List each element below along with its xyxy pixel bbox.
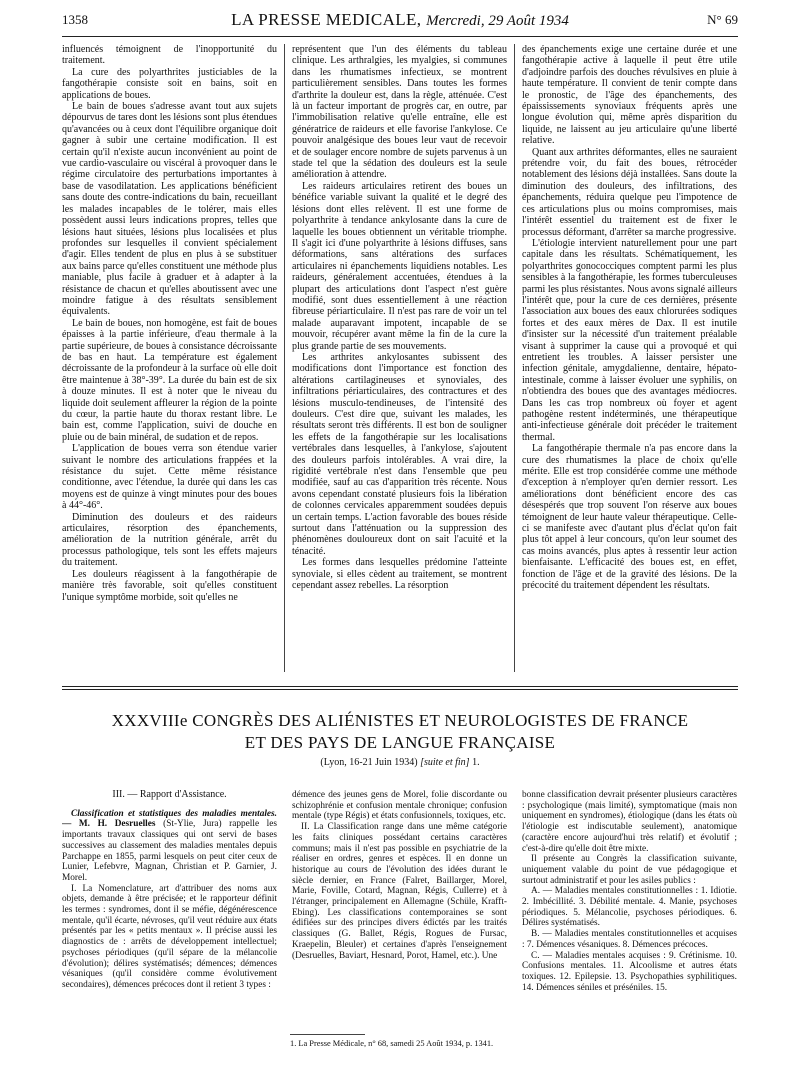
- page-number: 1358: [62, 12, 88, 27]
- top-column-2: [292, 44, 507, 684]
- paragraph: Les arthrites ankylosantes subissent des modifications dont l'importance est fonction des altérations cartilagineuses et synoviales, des infiltrations périarticulaires, des contractures et des lésions musculo-tendineuses, de l'intensité des douleurs. C'est dire que, suivant les malades, les résultats seront très différents. Il est bon de souligner les effets de la fangothérapie sur les localisations vertébrales dans lesquelles, à l'ankylose, s'ajoutent des douleurs parfois intolérables. A vrai dire, la rigidité vertébrale n'est dans l'ensemble que peu modifiée, sauf au cas d'apparition très récente. Nous avons cependant constaté plusieurs fois la libération de colonnes cervicales apparemment soudées depuis un certain temps. L'action favorable des boues réside surtout dans l'atténuation ou la suppression des phénomènes douloureux dont on sait l'acuité et la ténacité.: [292, 351, 507, 557]
- congress-title-line-1: XXXVIIIe CONGRÈS DES ALIÉNISTES ET NEUROLOGISTES DE FRANCE: [111, 711, 689, 730]
- paragraph: B. — Maladies mentales constitutionnelles et acquises : 7. Démences vésaniques. 8. Démences précoces.: [522, 929, 737, 950]
- paragraph: L'application de boues verra son étendue varier suivant le nombre des articulations frappées et la résistance du sujet. Cette même résistance conditionne, avec l'étendue, la durée qui dans les cas moyens est de quinze à vingt minutes pour des boues à 44°-46°.: [62, 443, 277, 512]
- report-heading: Classification et statistiques des maladies mentales.: [71, 808, 277, 819]
- bottom-column-2: [292, 790, 507, 1028]
- footnote: 1. La Presse Médicale, n° 68, samedi 25 Août 1934, p. 1341.: [290, 1039, 494, 1048]
- congress-place-date: (Lyon, 16-21 Juin 1934): [320, 757, 418, 768]
- page-header: [62, 12, 738, 34]
- column-divider: [284, 44, 285, 672]
- issue-number: N° 69: [707, 12, 738, 27]
- paragraph: Diminution des douleurs et des raideurs articulaires, résorption des épanchements, amélioration de la nutrition générale, arrêt du processus pathologique, tels sont les effets majeurs du traitement.: [62, 511, 277, 569]
- section-rule: [62, 689, 738, 690]
- paragraph: I. La Nomenclature, art d'attribuer des noms aux objets, demande à être précisée; et le rapporteur définit les termes : syndromes, dont il se méfie, dégénérescence mentale, qu'il écarte, névroses, qu'il veut réduire aux états présentés par les « petits mentaux ». Il précise aussi les diagnostics de : arrêts de développement intellectuel; psychoses périodiques (qu'il sépare de la mélancolie d'évolution); délires systématisés; démences; démences vésaniques (qu'il considère comme évolutivement secondaires), démences précoces dont il retient 3 types :: [62, 883, 277, 990]
- paragraph: La fangothérapie thermale n'a pas encore dans la cure des rhumatismes la place de choix qu'elle mérite. Elle est trop considérée comme une méthode d'exception à n'employer qu'en dernier ressort. Les améliorations dont bénéficient encore des cas désespérés que trop souvent l'on réserve aux boues témoignent de leur haute valeur thérapeutique. Celle-ci se manifeste avec d'autant plus d'éclat qu'on fait plus tôt appel à leur concours, qu'on leur soumet des cas moins avancés, plus aptes à ressentir leur action bienfaisante. L'efficacité des boues est, en effet, fonction de l'âge et de la gravité des lésions. De la précocité du traitement dépendent les résultats.: [522, 443, 737, 592]
- section-rule: [62, 686, 738, 687]
- paragraph: démence des jeunes gens de Morel, folie discordante ou schizophrénie et confusion mentale chronique; confusion mentale (type Régis) et états confusionnels, toxiques, etc.: [292, 790, 507, 822]
- paragraph: Quant aux arthrites déformantes, elles ne sauraient prétendre voir, du fait des boues, rétrocéder notablement des lésions déjà installées. Sans doute la diminution des douleurs, des infiltrations, des épanchements, réduira quelque peu l'impotence de ces articulations plus ou moins compromises, mais l'intérêt essentiel du traitement est de fixer le processus déformant, d'arrêter sa marche progressive.: [522, 146, 737, 238]
- paragraph: (St-Ylie, Jura) rappelle les importants travaux classiques qui ont servi de bases successives au classement des maladies mentales depuis Parchappe en 1855, parmi lesquels on peut citer ceux de Lunier, Lefebvre, Magnan, Christian et P. Garnier, J. Morel.: [62, 819, 277, 883]
- journal-title-line: [62, 10, 738, 30]
- paragraph: Les formes dans lesquelles prédomine l'atteinte synoviale, si elles cèdent au traitement, se montrent cependant assez rebelles. La résorption: [292, 557, 507, 592]
- paragraph: influencés témoignent de l'inopportunité du traitement.: [62, 44, 277, 67]
- top-column-3: [522, 44, 737, 684]
- journal-name: LA PRESSE MEDICALE,: [231, 10, 422, 29]
- paragraph: Il présente au Congrès la classification suivante, uniquement valable du point de vue pédagogique et surtout administratif et pour les asiles publics :: [522, 854, 737, 886]
- paragraph: Les douleurs réagissent à la fangothérapie de manière très favorable, soit qu'elles constituent l'unique symptôme morbide, soit qu'elles ne: [62, 568, 277, 603]
- paragraph: L'étiologie intervient naturellement pour une part capitale dans les résultats. Schématiquement, les polyarthrites gonococciques comptent parmi les plus sensibles à la fangothérapie, les formes tuberculeuses parmi les plus résistantes. Nous avons signalé ailleurs l'intérêt que, pour la cure de ces dernières, présente l'association aux boues des eaux chlorurées sodiques fortes et des eaux mères de Dax. Il est inutile d'insister sur la nécessité d'un traitement préalable visant à supprimer la cause qui a provoqué et qui entretient les troubles. A laisser persister une infection génitale, amygdalienne, dentaire, hépato-intestinale, comme à laisser évoluer une syphilis, on n'obtiendra des boues que des avantages médiocres. Dans les cas trop nombreux où foyer et agent pathogène restent indéterminés, une thérapeutique anti-infectieuse générale doit précéder le traitement thermal.: [522, 237, 737, 443]
- header-rule: [62, 36, 738, 37]
- congress-title-line-2: ET DES PAYS DE LANGUE FRANÇAISE: [244, 733, 556, 752]
- paragraph: La cure des polyarthrites justiciables de la fangothérapie consiste soit en bains, soit en applications de boues.: [62, 66, 277, 101]
- paragraph: A. — Maladies mentales constitutionnelles : 1. Idiotie. 2. Imbécillité. 3. Débilité mentale. 4. Manie, psychoses périodiques. 5. Mélancolie, psychoses périodiques. 6. Délires systématisés.: [522, 886, 737, 929]
- paragraph: Le bain de boues s'adresse avant tout aux sujets dépourvus de tares dont les lésions sont plus étendues qu'avancées ou à ceux dont l'équilibre organique doit gagner à subir une certaine modification. Il est certain qu'il n'existe aucun inconvénient au point de vue cardio-vasculaire ou viscéral à provoquer dans le régime circulatoire des perturbations importantes à base de vasodilatation. Les applications bénéficient sans doute des contre-indications du bain, recueillant les malades incapables de le tolérer, mais elles possèdent aussi leurs indications propres, telles que lésions haut situées, lésions plus localisées et plus profondes sur lesquelles il convient spécialement d'agir. Elles tendent de plus en plus à se substituer aux bains parce qu'elles constituent une méthode plus maniable, plus facile à graduer et à adapter à la résistance de chacun et qu'elles aboutissent avec une moindre fatigue à des résultats sensiblement équivalents.: [62, 101, 277, 318]
- paragraph: bonne classification devrait présenter plusieurs caractères : psychologique (mais limité), symptomatique (mais non uniquement en syndromes), étiologique (dans les états où l'étiologie est indiscutable seulement), anatomique (caractère encore aujourd'hui très relatif) et évolutif ; c'est-à-dire qu'elle doit être mixte.: [522, 790, 737, 854]
- bottom-column-3: [522, 790, 737, 1070]
- report-author: — M. H. Desruelles: [62, 819, 156, 830]
- bottom-column-1: [62, 790, 277, 1070]
- congress-continuation: [suite et fin]: [420, 757, 470, 768]
- paragraph: représentent que l'un des éléments du tableau clinique. Les arthralgies, les myalgies, si communes dans les rhumatismes infectieux, se montrent particulièrement sensibles. Dans toutes les formes d'arthrite la douleur est, dans la règle, atténuée. C'est là un facteur important de progrès car, en outre, par l'immobilisation relative qu'elle entraîne, elle est génératrice de raideurs et elle favorise l'ankylose. Ce pouvoir analgésique des boues leur vaut de recevoir et de soulager encore nombre de sujets parvenus à un stade tel que la sédation des douleurs est la seule amélioration à attendre.: [292, 44, 507, 181]
- congress-subtitle: [62, 757, 738, 768]
- paragraph: Les raideurs articulaires retirent des boues un bénéfice variable suivant la qualité et le degré des lésions dont elles relèvent. Il est une forme de polyarthrite à tendance ankylosante dans la cure de laquelle les boues obtiennent un véritable triomphe. Il s'agit ici d'une polyarthrite à lésions diffuses, sans déformations, sans altérations des surfaces articulaires ni épanchements liquidiens notables. Les raideurs, généralement accentuées, étendues à la plupart des articulations dont l'aspect n'est guère modifié, sont dues essentiellement à une réaction fibreuse périarticulaire. Il n'est pas rare de voir un tel malade auparavant impotent, incapable de se mouvoir, récupérer avant même la fin de la cure la plus grande partie de ses mouvements.: [292, 180, 507, 352]
- section-heading: III. — Rapport d'Assistance.: [112, 790, 227, 800]
- footnote-marker: 1.: [472, 757, 480, 768]
- paragraph: des épanchements exige une certaine durée et une fangothérapie active à laquelle il peut être utile d'adjoindre parfois des douches révulsives en pluie à haute température. Il convient de tenir compte dans le pronostic, de l'âge des épanchements, des épaississements synoviaux fréquents après une longue évolution qui, même après disparition du liquide, ne laissent au jeu articulaire qu'une liberté relative.: [522, 44, 737, 147]
- footnote-rule: [290, 1034, 365, 1035]
- column-divider: [514, 44, 515, 672]
- paragraph: II. La Classification range dans une même catégorie les faits cliniques possédant certains caractères communs; mais il n'est pas possible en psychiatrie de la réaliser en ordres, genres et espèces. Il en donne un historique au cours de l'évolution des idées durant le siècle dernier, en France (Falret, Baillarger, Morel, Marie, Foville, Cotard, Magnan, Régis, Cullerre) et à l'étranger, principalement en Allemagne (Schüle, Krafft-Ebing). Les classifications contemporaines se sont édifiées sur des principes divers édictés par les traités classiques (G. Ballet, Régis, Rogues de Fursac, Kraepelin, Bleuler) et certaines d'après l'enseignement (Desruelles, Baviart, Hesnard, Porot, Hamel, etc.). Une: [292, 822, 507, 961]
- issue-date: Mercredi, 29 Août 1934: [426, 13, 569, 29]
- top-column-1: [62, 44, 277, 684]
- paragraph: C. — Maladies mentales acquises : 9. Crétinisme. 10. Confusions mentales. 11. Alcoolisme et autres états toxiques. 12. Epilepsie. 13. Psychopathies syphilitiques. 14. Démences séniles et préséniles. 15.: [522, 950, 737, 993]
- paragraph: Le bain de boues, non homogène, est fait de boues épaisses à la partie inférieure, d'eau thermale à la partie supérieure, de boues à consistance décroissante de bas en haut. La température est également décroissante de la profondeur à la surface où elle doit être maintenue à 38°-39°. La durée du bain est de six à douze minutes. Il est à noter que le niveau du liquide doit seulement affleurer la région de la pointe du cœur, la partie haute du thorax restant libre. Le bain est, comme l'application, suivi de douche en pluie ou de bain minéral, de sudation et de repos.: [62, 317, 277, 443]
